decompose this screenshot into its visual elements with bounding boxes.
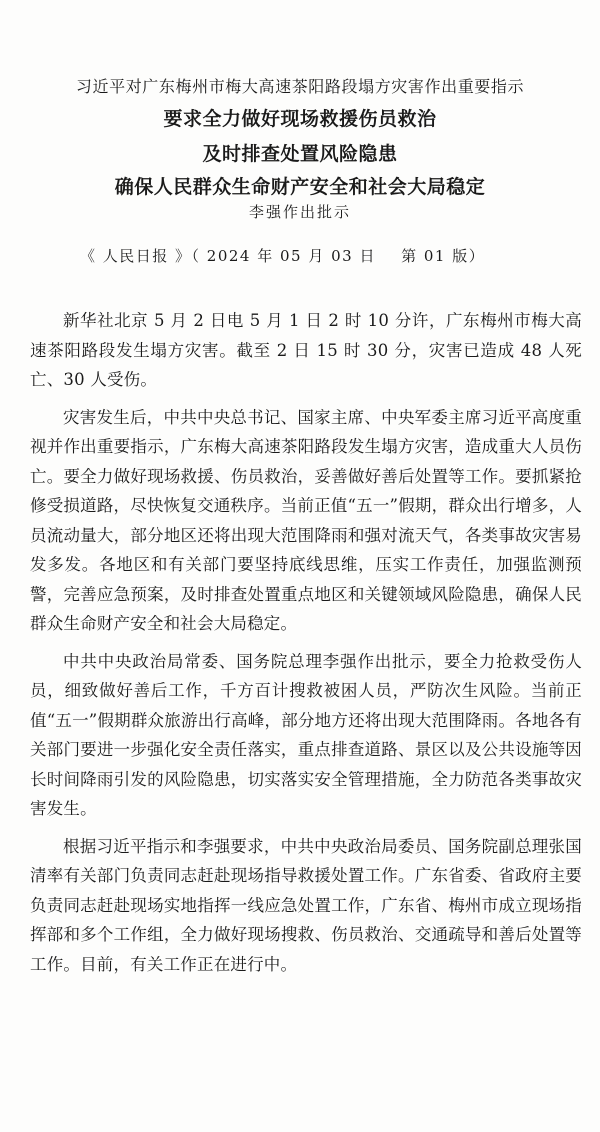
article-kicker: 习近平对广东梅州市梅大高速茶阳路段塌方灾害作出重要指示 xyxy=(75,77,525,96)
headline-line-1: 要求全力做好现场救援伤员救治 xyxy=(163,108,437,130)
paragraph: 中共中央政治局常委、国务院总理李强作出批示，要全力抢救受伤人员，细致做好善后工作，千方百计搜救被困人员，严防次生风险。当前正值“五一”假期群众旅游出行高峰，部分地方还将出现大范围降雨。各地各有关部门要进一步强化安全责任落实，重点排查道路、景区以及公共设施等因长时间降雨引发的风险隐患，切实落实安全管理措施，全力防范各类事故灾害发生。 xyxy=(30,651,582,818)
paragraph: 灾害发生后，中共中央总书记、国家主席、中央军委主席习近平高度重视并作出重要指示，广东梅大高速茶阳路段发生塌方灾害，造成重大人员伤亡。要全力做好现场救援、伤员救治，妥善做好善后处置等工作。要抓紧抢修受损道路，尽快恢复交通秩序。当前正值“五一”假期，群众出行增多，人员流动量大，部分地区还将出现大范围降雨和强对流天气，各类事故灾害易发多发。各地区和有关部门要坚持底线思维，压实工作责任，加强监测预警，完善应急预案，及时排查处置重点地区和关键领域风险隐患，确保人民群众生命财产安全和社会大局稳定。 xyxy=(30,407,582,633)
headline-line-3: 确保人民群众生命财产安全和社会大局稳定 xyxy=(114,176,486,198)
headline-line-2: 及时排查处置风险隐患 xyxy=(202,143,398,165)
paragraph: 根据习近平指示和李强要求，中共中央政治局委员、国务院副总理张国清率有关部门负责同志赶赴现场指导救援处置工作。广东省委、省政府主要负责同志赶赴现场实地指挥一线应急处置工作，广东省、梅州市成立现场指挥部和多个工作组，全力做好现场搜救、伤员救治、交通疏导和善后处置等工作。目前，有关工作正在进行中。 xyxy=(30,836,582,974)
source-line: 《 人民日报 》（ 2024 年 05 月 03 日 第 01 版） xyxy=(80,247,486,265)
article-body xyxy=(30,306,582,987)
paragraph: 新华社北京 5 月 2 日电 5 月 1 日 2 时 10 分许，广东梅州市梅大高速茶阳路段发生塌方灾害。截至 2 日 15 时 30 分，灾害已造成 48 人死亡、30 人受伤。 xyxy=(30,311,582,389)
article-subtitle: 李强作出批示 xyxy=(248,203,351,221)
